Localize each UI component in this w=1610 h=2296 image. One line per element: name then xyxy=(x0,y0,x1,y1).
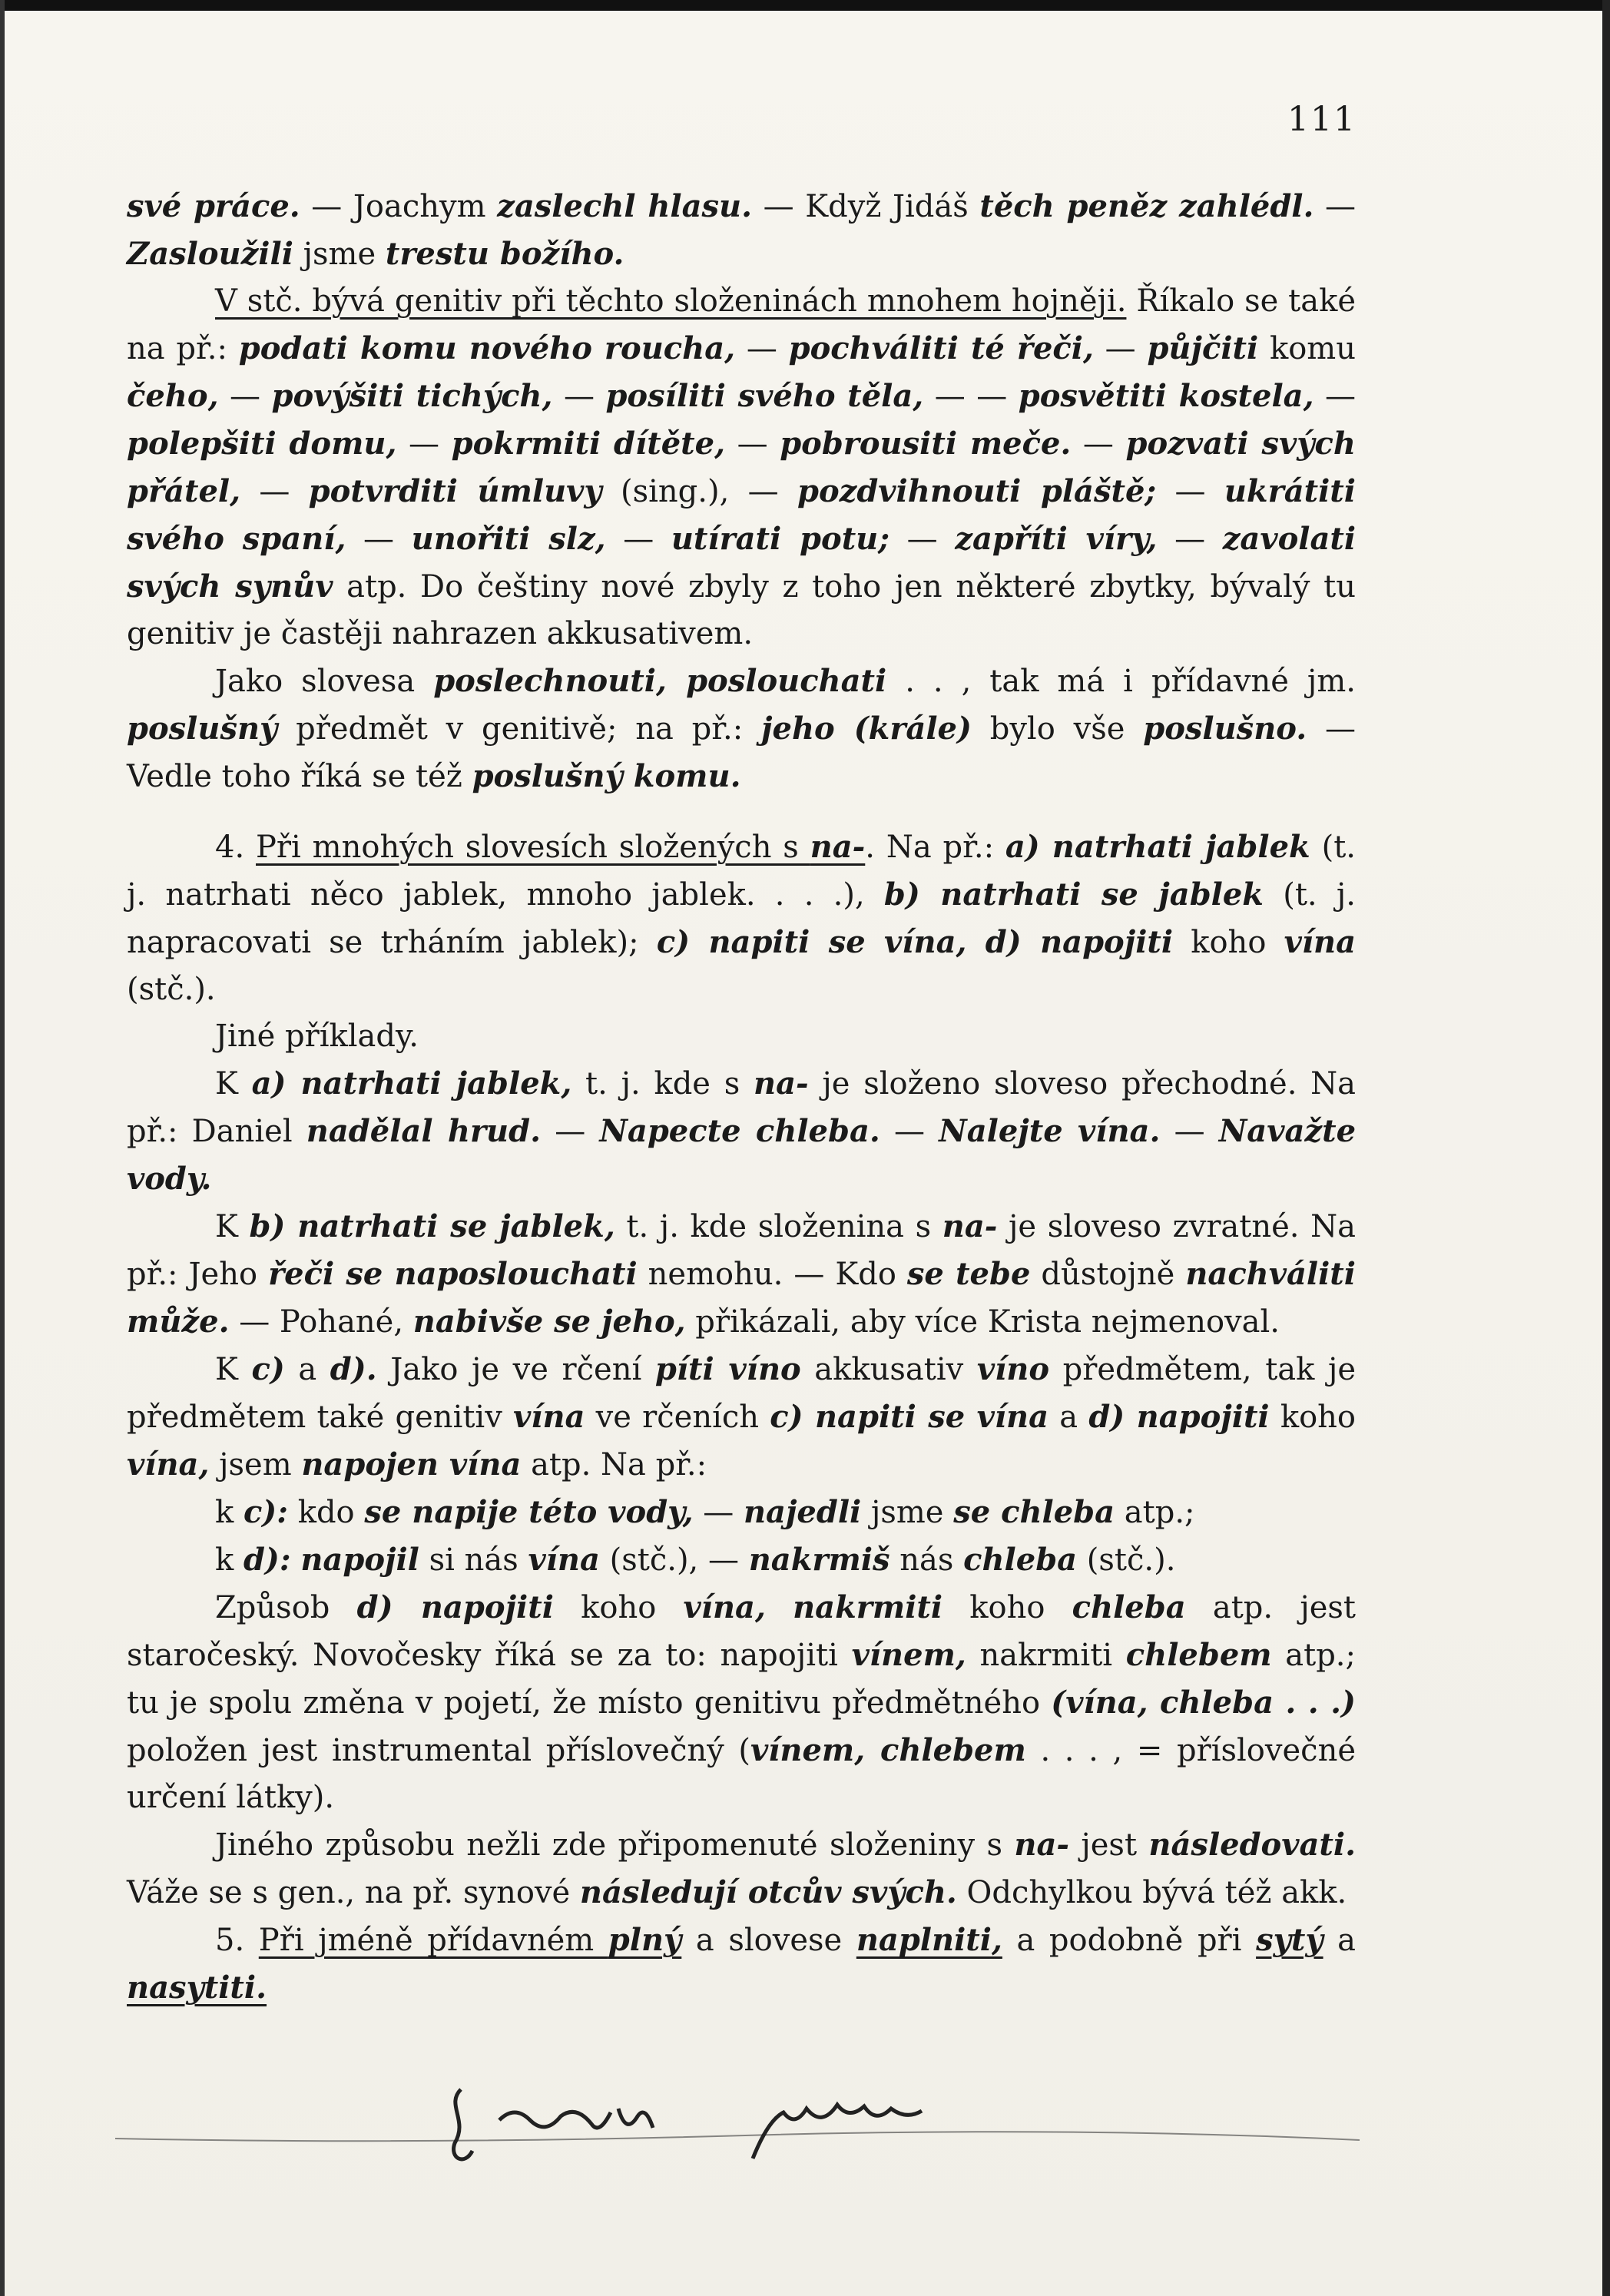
text-run: jest xyxy=(1068,1827,1149,1863)
italic-run: vínem, chlebem xyxy=(750,1732,1026,1768)
italic-run: sytý xyxy=(1256,1922,1323,1958)
paragraph-p9 xyxy=(127,1489,1356,1536)
text-run: — xyxy=(880,1114,939,1149)
italic-run: trestu božího. xyxy=(385,236,624,272)
text-run: a slovese xyxy=(681,1923,856,1958)
text-run: (t. j. natrhati něco jablek, mnoho jablek. . . .), xyxy=(127,830,1356,913)
italic-run: těch peněz zahlédl. xyxy=(979,188,1314,224)
scan-border-right xyxy=(1602,0,1610,2296)
text-run: položen jest instrumental příslovečný ( xyxy=(127,1733,750,1768)
text-run: kdo xyxy=(288,1495,365,1530)
text-run: — Když Jidáš xyxy=(752,189,980,224)
paragraph-p3 xyxy=(127,658,1356,800)
text-run: — xyxy=(541,1114,600,1149)
italic-run: pozvati svých přátel, xyxy=(127,426,1356,509)
page-number: 111 xyxy=(1287,100,1357,139)
italic-run: vína, xyxy=(683,1589,766,1625)
text-run: 4. xyxy=(215,830,256,865)
italic-run: na- xyxy=(1014,1827,1069,1863)
text-run: si nás xyxy=(419,1542,528,1578)
text-run: — xyxy=(346,522,412,557)
italic-run: pozdvihnouti pláště; xyxy=(797,473,1157,509)
italic-run: ukrátiti svého spaní, xyxy=(127,473,1356,557)
italic-run: jeho (krále) xyxy=(761,711,972,747)
paragraph-p8 xyxy=(127,1346,1356,1489)
italic-run: nabivše se jeho, xyxy=(412,1304,686,1340)
text-run: . . , tak má i přídavné jm. xyxy=(886,664,1356,699)
text-run: Váže se s gen., na př. synové xyxy=(127,1875,580,1910)
paragraph-p6 xyxy=(127,1060,1356,1203)
italic-run: poslušný komu. xyxy=(472,758,741,794)
text-run: — xyxy=(1160,1114,1219,1149)
italic-run: d). xyxy=(330,1351,377,1387)
italic-run: následovati. xyxy=(1148,1827,1356,1863)
handwritten-signature xyxy=(446,2074,968,2174)
text-run: atp.; xyxy=(1115,1495,1195,1530)
text-run: k xyxy=(215,1542,243,1578)
text-run: 5. xyxy=(215,1923,259,1958)
italic-run: vínem, xyxy=(851,1637,966,1673)
italic-run: své práce. xyxy=(127,188,300,224)
text-run: t. j. kde s xyxy=(571,1066,754,1102)
italic-run: vína xyxy=(513,1399,585,1435)
italic-run: c) napiti se vína, d) napojiti xyxy=(656,924,1174,960)
italic-run: nachváliti může. xyxy=(127,1256,1356,1340)
text-run xyxy=(766,1590,793,1625)
text-run: — xyxy=(735,331,789,366)
text-run: — xyxy=(1157,522,1223,557)
text-run: — xyxy=(889,522,956,557)
text-run: jsme xyxy=(861,1495,954,1530)
text-run: — xyxy=(1093,331,1148,366)
text-run: nemohu. — Kdo xyxy=(637,1257,907,1292)
scan-border-top xyxy=(0,0,1610,11)
italic-run: řeči se naposlouchati xyxy=(268,1256,638,1292)
text-run: jsme xyxy=(293,237,386,272)
text-run: nakrmiti xyxy=(966,1638,1126,1673)
text-run: a podobně při xyxy=(1002,1923,1257,1958)
italic-run: na- xyxy=(754,1065,809,1102)
italic-run: píti víno xyxy=(654,1351,801,1387)
text-run: Při mnohých slovesích složených s xyxy=(256,830,810,865)
text-run: k xyxy=(215,1495,243,1530)
italic-run: nadělal hrud. xyxy=(306,1113,542,1149)
text-run: — xyxy=(552,379,606,414)
italic-run: čeho, xyxy=(127,378,219,414)
italic-run: Zasloužili xyxy=(127,236,293,272)
italic-run: d) napojiti xyxy=(356,1589,554,1625)
italic-run: unořiti slz, xyxy=(411,521,606,557)
paragraph-p1 xyxy=(127,183,1356,278)
text-run: koho xyxy=(1173,925,1284,960)
italic-run: vína, xyxy=(127,1446,210,1483)
italic-run: d) napojiti xyxy=(1088,1399,1270,1435)
text-run: Jiné příklady. xyxy=(215,1019,419,1054)
italic-run: posvětiti kostela, xyxy=(1018,378,1314,414)
body-text xyxy=(127,183,1356,2012)
text-run: je složeno sloveso přechodné. Na př.: Daniel xyxy=(127,1066,1357,1149)
italic-run: (vína, chleba . . .) xyxy=(1051,1685,1356,1721)
paragraph-p10 xyxy=(127,1536,1356,1584)
italic-run: Nalejte vína. xyxy=(939,1113,1161,1149)
text-run: Způsob xyxy=(215,1590,357,1625)
text-run: — xyxy=(605,522,671,557)
text-run: . . . , = příslovečné určení látky). xyxy=(127,1733,1356,1815)
text-run: důstojně xyxy=(1030,1257,1186,1292)
text-run: a xyxy=(1048,1400,1089,1435)
italic-run: poslušný xyxy=(127,711,278,747)
italic-run: víno xyxy=(976,1351,1050,1387)
italic-run: vína xyxy=(1284,924,1357,960)
italic-run: nakrmiš xyxy=(748,1542,890,1578)
italic-run: napojen vína xyxy=(301,1446,522,1483)
text-run: Jiného způsobu nežli zde připomenuté složeniny s xyxy=(215,1827,1015,1863)
text-run: — Vedle toho říká se též xyxy=(127,711,1356,794)
italic-run: Navažte vody. xyxy=(127,1113,1357,1197)
text-run: K xyxy=(215,1352,252,1387)
text-run: atp. jest staročeský. Novočesky říká se za to: napojiti xyxy=(127,1590,1356,1673)
text-run: koho xyxy=(1269,1400,1357,1435)
paragraph-p11 xyxy=(127,1584,1356,1821)
text-run: K xyxy=(215,1066,252,1102)
paragraph-p2 xyxy=(127,278,1356,658)
italic-run: plný xyxy=(608,1922,682,1958)
text-run: atp.; tu je spolu změna v pojetí, že místo genitivu předmětného xyxy=(127,1638,1356,1721)
paragraph-p7 xyxy=(127,1203,1356,1346)
italic-run: chleba xyxy=(1072,1589,1186,1625)
text-run: atp. Do češtiny nové zbyly z toho jen některé zbytky, bývalý tu genitiv je častěji nahrazen akkusativem. xyxy=(127,569,1356,651)
text-run: (stč.), — xyxy=(599,1542,749,1578)
italic-run: a) natrhati jablek xyxy=(1005,829,1310,865)
text-run: — xyxy=(240,474,309,509)
italic-run: napojil xyxy=(300,1542,419,1578)
italic-run: se tebe xyxy=(906,1256,1031,1292)
italic-run: vína xyxy=(528,1542,600,1578)
italic-run: následují otcův svých. xyxy=(579,1874,957,1910)
italic-run: zaslechl hlasu. xyxy=(497,188,753,224)
italic-run: se napije této vody, xyxy=(364,1494,694,1530)
text-run: koho xyxy=(942,1590,1072,1625)
italic-run: polepšiti domu, xyxy=(127,426,397,462)
italic-run: potvrditi úmluvy xyxy=(308,473,602,509)
text-run: Při jméně přídavném xyxy=(258,1923,608,1958)
italic-run: pobrousiti meče. xyxy=(780,426,1072,462)
italic-run: povýšiti tichých, xyxy=(271,378,553,414)
text-run: — xyxy=(725,426,780,462)
italic-run: pochváliti té řeči, xyxy=(788,330,1094,366)
paragraph-p12 xyxy=(127,1821,1356,1917)
text-run: — Pohané, xyxy=(229,1304,413,1340)
italic-run: d): xyxy=(243,1542,291,1578)
text-run: V stč. bývá genitiv při těchto složeninách mnohem hojněji. xyxy=(215,283,1127,319)
italic-run: c) xyxy=(251,1351,285,1387)
italic-run: půjčiti xyxy=(1147,330,1259,366)
text-run: (stč.). xyxy=(1077,1542,1176,1578)
italic-run: zavolati svých synův xyxy=(127,521,1357,605)
italic-run: nasytiti. xyxy=(127,1970,267,2006)
text-run: je sloveso zvratné. Na př.: Jeho xyxy=(127,1209,1356,1292)
text-run: a xyxy=(1323,1923,1357,1958)
text-run: předmět v genitivě; na př.: xyxy=(277,711,762,747)
text-run: bylo vše xyxy=(971,711,1144,747)
italic-run: na- xyxy=(810,829,866,865)
text-run: — xyxy=(693,1495,744,1530)
text-run: atp. Na př.: xyxy=(521,1447,707,1483)
italic-run: zapříti víry, xyxy=(955,521,1158,557)
italic-run: b) natrhati se jablek xyxy=(883,876,1264,913)
text-run: — xyxy=(1314,379,1357,414)
text-run: — xyxy=(1314,189,1357,224)
text-run: . Na př.: xyxy=(865,830,1005,865)
text-run: Jako slovesa xyxy=(215,664,434,699)
text-run: — xyxy=(1156,474,1224,509)
text-run: koho xyxy=(553,1590,684,1625)
italic-run: c) napiti se vína xyxy=(770,1399,1049,1435)
italic-run: c): xyxy=(243,1494,288,1530)
text-run: (t. j. napracovati se trháním jablek); xyxy=(127,877,1356,960)
italic-run: se chleba xyxy=(953,1494,1115,1530)
italic-run: chleba xyxy=(963,1542,1078,1578)
text-run: komu xyxy=(1258,331,1357,366)
text-run: Jako je ve rčení xyxy=(376,1352,655,1387)
text-run: K xyxy=(215,1209,250,1244)
italic-run: b) natrhati se jablek, xyxy=(249,1208,615,1244)
italic-run: podati komu nového roucha, xyxy=(238,330,736,366)
text-run: (sing.), — xyxy=(601,474,797,509)
text-run: — xyxy=(218,379,272,414)
text-run: t. j. kde složenina s xyxy=(615,1209,942,1244)
text-run: ve rčeních xyxy=(585,1400,770,1435)
paragraph-p4 xyxy=(127,823,1356,1013)
text-run: předmětem, tak je předmětem také genitiv xyxy=(127,1352,1357,1435)
italic-run: pokrmiti dítěte, xyxy=(451,426,725,462)
text-run: jsem xyxy=(209,1447,302,1483)
paragraph-p5 xyxy=(127,1013,1356,1060)
text-run: akkusativ xyxy=(800,1352,977,1387)
italic-run: Napecte chleba. xyxy=(599,1113,880,1149)
text-run: — xyxy=(396,426,452,462)
text-run: (stč.). xyxy=(127,972,216,1007)
scan-border-left xyxy=(0,0,5,2296)
italic-run: chlebem xyxy=(1125,1637,1272,1673)
text-run: Odchylkou bývá též akk. xyxy=(956,1875,1347,1910)
italic-run: naplniti, xyxy=(856,1922,1002,1958)
italic-run: nakrmiti xyxy=(793,1589,943,1625)
italic-run: utírati potu; xyxy=(671,521,890,557)
text-run: — — xyxy=(923,379,1019,414)
text-run: Říkalo se také na př.: xyxy=(127,283,1356,366)
text-run: — Joachym xyxy=(300,189,498,224)
italic-run: posíliti svého těla, xyxy=(605,378,924,414)
text-run: přikázali, aby více Krista nejmenoval. xyxy=(685,1304,1280,1340)
text-run: a xyxy=(284,1352,330,1387)
italic-run: a) natrhati jablek, xyxy=(251,1065,572,1102)
text-run: nás xyxy=(889,1542,964,1578)
italic-run: poslechnouti, poslouchati xyxy=(433,663,887,699)
italic-run: poslušno. xyxy=(1143,711,1307,747)
paragraph-p13 xyxy=(127,1917,1356,2012)
italic-run: na- xyxy=(942,1208,998,1244)
italic-run: najedli xyxy=(743,1494,862,1530)
text-run xyxy=(291,1542,301,1578)
text-run: — xyxy=(1071,426,1126,462)
